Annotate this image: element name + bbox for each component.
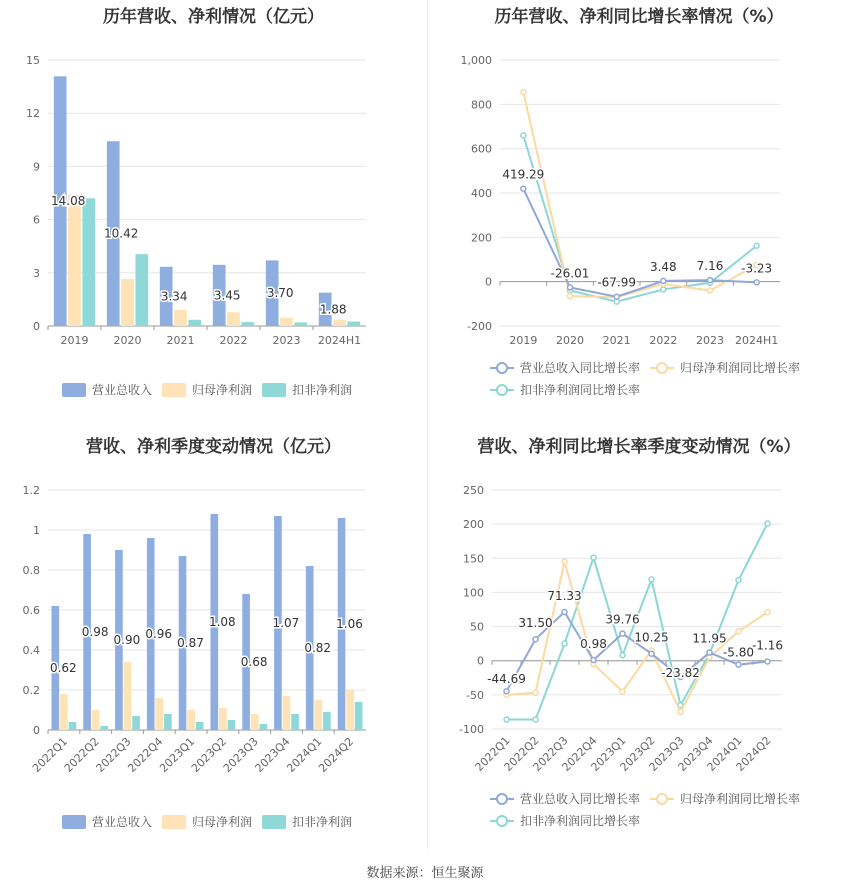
data-label: 1.08 [208, 615, 236, 629]
series-point [591, 555, 596, 560]
bar-deducted-profit [259, 724, 267, 730]
data-label: 0.87 [177, 636, 204, 650]
x-tick-label: 2023Q2 [188, 734, 230, 775]
bar-deducted-profit [132, 716, 140, 730]
x-tick-label: 2023 [272, 334, 301, 347]
y-tick-label: 0 [477, 654, 484, 668]
y-tick-label: 12 [26, 107, 40, 121]
data-label: 0.62 [49, 661, 77, 675]
series-point [614, 294, 619, 299]
y-tick-label: 6 [33, 213, 40, 227]
bar-net-profit [124, 662, 132, 730]
y-tick-label: 200 [463, 518, 484, 532]
series-point [649, 651, 654, 656]
data-label: 419.29 [502, 167, 545, 182]
bar-net-profit [283, 696, 291, 730]
series-point [568, 294, 573, 299]
legend-swatch [162, 383, 186, 397]
chart-svg [0, 0, 427, 420]
x-tick-label: 2023Q1 [157, 734, 198, 775]
x-tick-label: 2023Q4 [675, 733, 716, 774]
series-point [754, 280, 759, 285]
data-label: 3.34 [160, 289, 188, 304]
y-tick-label: 0.2 [22, 684, 40, 697]
x-tick-label: 2022Q4 [559, 733, 600, 774]
data-label: 0.82 [304, 641, 332, 655]
chart-title: 历年营收、净利同比增长率情况（%） [494, 7, 784, 27]
legend-label: 归母净利润同比增长率 [680, 361, 801, 375]
y-tick-label: 100 [463, 586, 484, 600]
legend-label: 营业总收入 [92, 815, 153, 829]
x-tick-label: 2022 [219, 334, 248, 347]
bar-deducted-profit [347, 322, 360, 326]
y-tick-label: -100 [459, 723, 484, 736]
legend-label: 扣非净利润同比增长率 [520, 814, 641, 828]
data-label: -1.16 [751, 638, 784, 653]
y-tick-label: 0.6 [22, 604, 40, 617]
x-tick-label: 2020 [113, 334, 142, 347]
x-tick-label: 2022Q4 [125, 734, 166, 775]
series-point [504, 717, 509, 722]
data-label: 71.33 [547, 589, 582, 604]
x-tick-label: 2022Q1 [472, 733, 513, 774]
chart-annual-growth-rate [428, 0, 850, 420]
bar-net-profit [280, 318, 293, 326]
y-tick-label: 200 [471, 231, 492, 245]
y-tick-label: 9 [33, 160, 40, 174]
bar-net-profit [187, 710, 195, 730]
bar-deducted-profit [135, 254, 148, 326]
series-point [533, 717, 538, 722]
x-tick-label: 2024H1 [317, 334, 362, 347]
data-label: 11.95 [692, 631, 727, 646]
bar-deducted-profit [82, 198, 95, 326]
chart-quarterly-revenue-profit [0, 430, 427, 850]
chart-title: 营收、净利同比增长率季度变动情况（%） [477, 437, 801, 457]
data-label: 1.88 [319, 302, 347, 317]
series-point [708, 288, 713, 293]
x-tick-label: 2023Q3 [220, 734, 261, 775]
series-point [707, 650, 712, 655]
data-label: 14.08 [51, 194, 86, 209]
x-tick-label: 2022Q2 [61, 734, 102, 775]
bar-net-profit [60, 694, 68, 730]
x-tick-label: 2024Q2 [733, 733, 774, 774]
legend-label: 归母净利润 [192, 815, 253, 829]
data-label: 10.42 [104, 226, 139, 241]
bar-net-profit [227, 312, 240, 326]
data-label: 31.50 [518, 616, 553, 631]
x-tick-label: 2023Q3 [646, 733, 687, 774]
bar-deducted-profit [69, 722, 77, 730]
legend-swatch [262, 815, 286, 829]
y-tick-label: -50 [466, 688, 484, 702]
y-tick-label: 0.8 [22, 564, 40, 577]
bar-net-profit [251, 714, 259, 730]
chart-quarterly-growth-rate [428, 430, 850, 850]
x-tick-label: 2023 [696, 334, 724, 347]
chart-annual-revenue-profit [0, 0, 427, 420]
bar-net-profit [346, 690, 354, 730]
data-label: -44.69 [487, 672, 526, 687]
data-label: -23.82 [661, 665, 700, 680]
legend-marker [497, 363, 507, 373]
y-tick-label: 1.2 [22, 484, 40, 497]
y-tick-label: 0 [33, 724, 40, 737]
series-point [620, 689, 625, 694]
y-tick-label: 1,000 [460, 54, 492, 67]
data-label: 7.16 [696, 259, 724, 274]
series-point [521, 133, 526, 138]
series-point [533, 690, 538, 695]
series-point [661, 278, 666, 283]
data-label: 3.70 [266, 286, 294, 301]
data-label: -67.99 [597, 275, 637, 290]
x-tick-label: 2022Q2 [501, 733, 542, 774]
series-point [754, 243, 759, 248]
data-label: 0.98 [580, 637, 607, 652]
y-tick-label: 150 [463, 552, 484, 566]
series-point [678, 709, 683, 714]
legend-marker [497, 794, 507, 804]
series-point [568, 285, 573, 290]
x-tick-label: 2023Q2 [617, 733, 658, 774]
y-tick-label: 400 [471, 187, 492, 200]
legend-label: 归母净利润同比增长率 [680, 792, 801, 806]
series-point [533, 637, 538, 642]
series-point [649, 577, 654, 582]
legend-swatch [62, 383, 86, 397]
series-point [736, 578, 741, 583]
bar-net-profit [92, 710, 100, 730]
series-point [504, 689, 509, 694]
series-point [736, 629, 741, 634]
x-tick-label: 2020 [556, 334, 584, 347]
data-label: -3.23 [741, 261, 773, 276]
y-tick-label: 0.4 [22, 644, 40, 657]
data-label: 3.48 [649, 259, 677, 274]
legend-marker [657, 363, 667, 373]
series-point [521, 90, 526, 95]
series-point [562, 610, 567, 615]
x-tick-label: 2022Q3 [93, 734, 134, 775]
bar-deducted-profit [291, 714, 299, 730]
data-label: 0.98 [81, 625, 109, 639]
legend-label: 归母净利润 [192, 383, 253, 397]
bar-net-profit [121, 279, 134, 326]
chart-svg [0, 430, 427, 850]
data-label: -5.80 [722, 645, 755, 660]
x-tick-label: 2022 [649, 334, 678, 347]
bar-deducted-profit [323, 712, 331, 730]
legend-swatch [162, 815, 186, 829]
bar-net-profit [333, 320, 346, 326]
y-tick-label: 0 [33, 320, 40, 333]
bar-deducted-profit [196, 722, 204, 730]
data-source-note: 数据来源：恒生聚源 [366, 866, 484, 881]
x-tick-label: 2021 [602, 334, 631, 347]
legend-marker [497, 816, 507, 826]
legend-swatch [62, 815, 86, 829]
series-point [765, 610, 770, 615]
x-tick-label: 2024Q1 [704, 733, 745, 774]
bar-deducted-profit [188, 320, 201, 326]
series-point [562, 641, 567, 646]
bar-deducted-profit [100, 726, 108, 730]
bar-deducted-profit [241, 322, 254, 326]
data-label: -26.01 [550, 266, 590, 281]
series-point [562, 559, 567, 564]
y-tick-label: 1 [33, 524, 40, 537]
legend-label: 营业总收入同比增长率 [520, 361, 641, 375]
x-tick-label: 2019 [509, 334, 538, 347]
series-point [620, 653, 625, 658]
chart-svg [428, 0, 850, 420]
y-tick-label: -200 [467, 320, 492, 333]
bar-net-profit [68, 195, 81, 326]
series-point [736, 662, 741, 667]
chart-svg [428, 430, 850, 850]
data-label: 0.68 [240, 655, 268, 669]
data-label: 39.76 [605, 612, 640, 627]
series-point [521, 186, 526, 191]
x-tick-label: 2023Q4 [252, 734, 293, 775]
data-label: 0.96 [145, 627, 173, 641]
y-tick-label: 3 [33, 266, 40, 280]
data-label: 1.06 [336, 617, 363, 631]
data-label: 1.07 [272, 616, 300, 630]
series-point [708, 278, 713, 283]
bar-net-profit [314, 700, 322, 730]
y-tick-label: 800 [471, 98, 492, 112]
legend-label: 营业总收入同比增长率 [520, 792, 641, 806]
legend-label: 扣非净利润 [292, 383, 353, 397]
legend-label: 营业总收入 [92, 383, 153, 397]
data-label: 3.45 [213, 288, 241, 303]
x-tick-label: 2023Q1 [588, 733, 629, 774]
bar-net-profit [155, 698, 163, 730]
legend-label: 扣非净利润 [292, 815, 353, 829]
bar-net-profit [219, 708, 227, 730]
bar-deducted-profit [294, 322, 307, 326]
x-tick-label: 2024Q1 [284, 734, 325, 775]
series-point [661, 287, 666, 292]
x-tick-label: 2019 [60, 334, 89, 347]
data-label: 10.25 [634, 630, 669, 645]
y-tick-label: 0 [485, 275, 492, 289]
x-tick-label: 2024Q2 [316, 734, 357, 775]
bar-deducted-profit [164, 714, 172, 730]
y-tick-label: 600 [471, 142, 492, 156]
legend-swatch [262, 383, 286, 397]
series-point [765, 521, 770, 526]
x-tick-label: 2024H1 [735, 334, 779, 347]
y-tick-label: 250 [463, 484, 484, 497]
y-tick-label: 50 [470, 620, 484, 634]
chart-title: 历年营收、净利情况（亿元） [103, 7, 324, 27]
legend-marker [497, 385, 507, 395]
legend-marker [657, 794, 667, 804]
data-label: 0.90 [113, 633, 141, 647]
series-point [620, 631, 625, 636]
bar-deducted-profit [228, 720, 236, 730]
x-tick-label: 2022Q3 [530, 733, 571, 774]
series-point [591, 658, 596, 663]
bar-net-profit [174, 310, 187, 326]
x-tick-label: 2022Q1 [29, 734, 71, 775]
bar-deducted-profit [355, 702, 363, 730]
legend-label: 扣非净利润同比增长率 [520, 383, 641, 397]
y-tick-label: 15 [26, 54, 40, 67]
series-point [765, 659, 770, 664]
x-tick-label: 2021 [166, 334, 195, 347]
chart-title: 营收、净利季度变动情况（亿元） [86, 437, 341, 457]
